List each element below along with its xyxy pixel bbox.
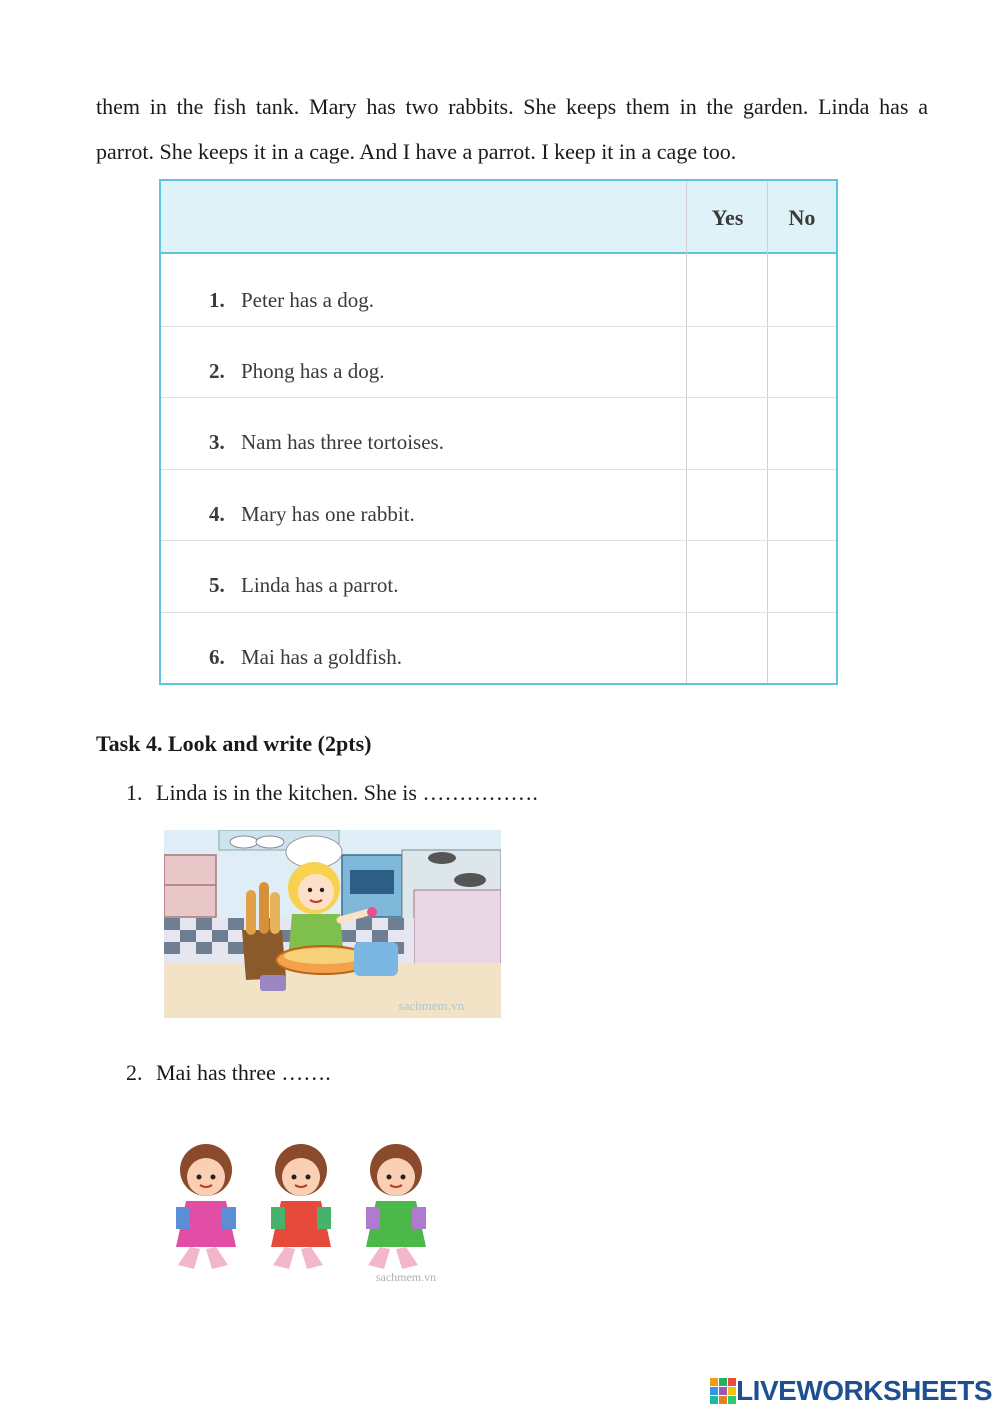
row-number: 2. [209,359,225,383]
watermark-text: sachmem.vn [398,998,464,1013]
liveworksheets-logo [710,1375,992,1407]
three-dolls-illustration [156,1135,456,1285]
kitchen-cooking-illustration [164,830,501,1018]
answer-cell-yes[interactable] [687,613,768,685]
row-number: 3. [209,430,225,454]
row-statement: Mai has a goldfish. [241,645,402,669]
brand-text: LIVEWORKSHEETS [736,1375,992,1406]
answer-cell-yes[interactable] [687,327,768,399]
row-statement: Nam has three tortoises. [241,430,444,454]
answer-cell-no[interactable] [768,613,836,685]
column-no-header: No [788,204,816,230]
question-number: 2. [126,1060,143,1085]
answer-cell-no[interactable] [768,327,836,399]
answer-cell-yes[interactable] [687,255,768,327]
row-statement: Phong has a dog. [241,359,385,383]
answer-cell-yes[interactable] [687,541,768,613]
answer-cell-yes[interactable] [687,470,768,542]
table-row [161,612,836,684]
task-4-title: Task 4. Look and write (2pts) [96,731,372,756]
answer-cell-no[interactable] [768,398,836,470]
doll-red [271,1144,331,1269]
question-number: 1. [126,780,143,805]
passage-line-2: parrot. She keeps it in a cage. And I have a parrot. I keep it in a cage too. [96,139,737,164]
question-1 [126,780,538,806]
column-yes-header: Yes [711,204,744,230]
table-row [161,540,836,612]
watermark-text: sachmem.vn [375,1270,437,1284]
row-statement: Linda has a parrot. [241,573,399,597]
table-header [161,181,836,254]
passage-line-1: them in the fish tank. Mary has two rabbits. She keeps them in the garden. Linda has a [96,94,928,119]
table-row [161,469,836,541]
question-text: Linda is in the kitchen. She is ……………. [156,780,538,805]
row-number: 1. [209,288,225,312]
question-text: Mai has three ……. [156,1060,331,1085]
doll-green [366,1144,426,1269]
table-row [161,326,836,398]
answer-cell-no[interactable] [768,541,836,613]
row-number: 6. [209,645,225,669]
yes-no-table [159,179,838,685]
answer-cell-no[interactable] [768,470,836,542]
logo-grid-icon [710,1378,736,1404]
row-number: 4. [209,502,225,526]
row-statement: Peter has a dog. [241,288,374,312]
table-row [161,397,836,469]
doll-pink [176,1144,236,1269]
table-row [161,255,836,327]
question-2 [126,1060,331,1086]
answer-cell-yes[interactable] [687,398,768,470]
reading-passage [96,84,928,174]
row-number: 5. [209,573,225,597]
answer-cell-no[interactable] [768,255,836,327]
row-statement: Mary has one rabbit. [241,502,415,526]
